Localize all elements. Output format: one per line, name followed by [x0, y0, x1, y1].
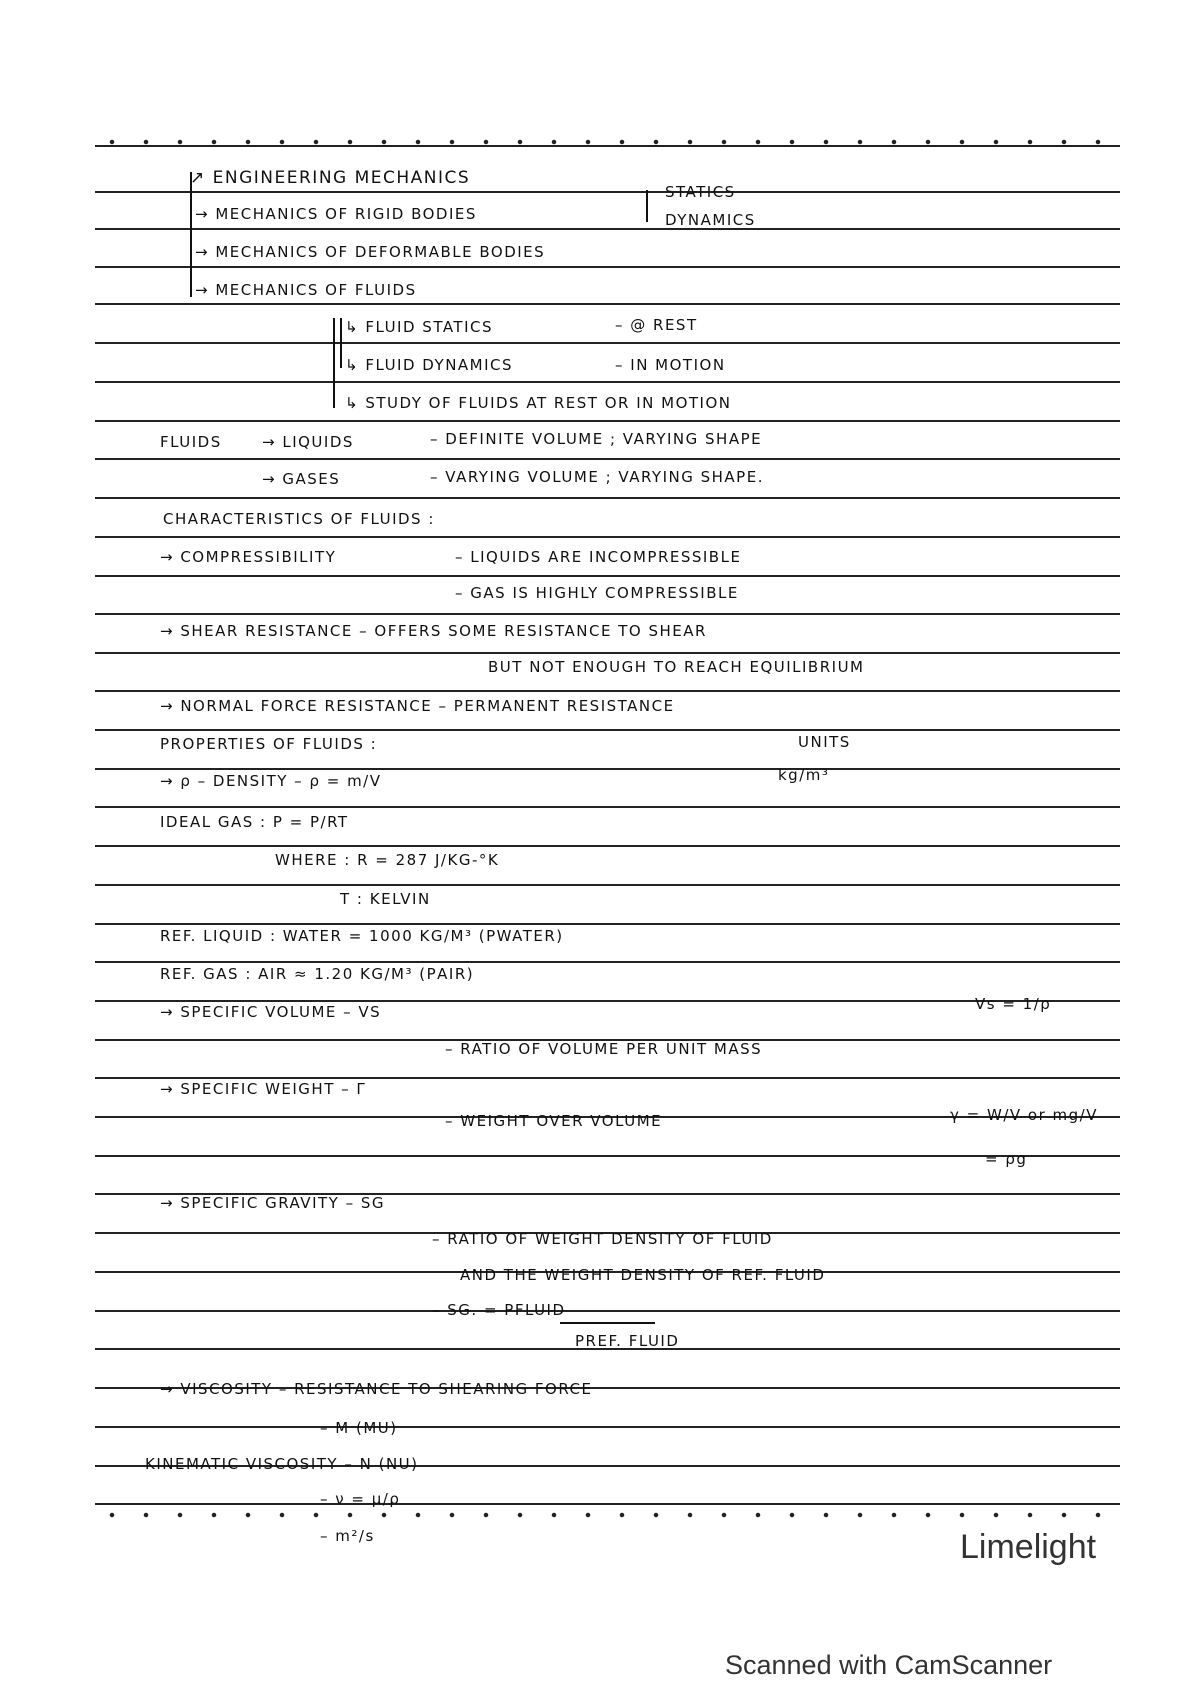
specific-gravity-desc-2: AND THE WEIGHT DENSITY OF REF. FLUID	[460, 1266, 826, 1284]
statics-item: STATICS	[665, 183, 736, 201]
density-line: → ρ – DENSITY – ρ = m/V	[160, 772, 382, 790]
normal-force-resistance: → NORMAL FORCE RESISTANCE – PERMANENT RESISTANCE	[160, 697, 675, 715]
specific-weight-line: → SPECIFIC WEIGHT – Γ	[160, 1080, 367, 1098]
ruled-line	[95, 923, 1120, 925]
ruled-line	[95, 228, 1120, 230]
limelight-brand: Limelight	[960, 1528, 1097, 1566]
kinematic-viscosity-line: KINEMATIC VISCOSITY – Ν (NU)	[145, 1455, 419, 1473]
ruled-line	[95, 458, 1120, 460]
study-of-fluids-item: ↳ STUDY OF FLUIDS AT REST OR IN MOTION	[345, 394, 732, 412]
tree-connector	[646, 190, 648, 222]
ruled-line	[95, 1503, 1120, 1505]
characteristics-heading: CHARACTERISTICS OF FLUIDS :	[163, 510, 435, 528]
specific-weight-description: – WEIGHT OVER VOLUME	[445, 1112, 663, 1130]
where-r-line: WHERE : R = 287 J/KG-°K	[275, 851, 500, 869]
dynamics-item: DYNAMICS	[665, 211, 756, 229]
specific-gravity-line: → SPECIFIC GRAVITY – SG	[160, 1194, 386, 1212]
liquids-label: → LIQUIDS	[262, 433, 354, 451]
fluid-dynamics-item: ↳ FLUID DYNAMICS	[345, 356, 514, 374]
ruled-line	[95, 1000, 1120, 1002]
compressibility-gas: – GAS IS HIGHLY COMPRESSIBLE	[455, 584, 739, 602]
shear-resistance-line: → SHEAR RESISTANCE – OFFERS SOME RESISTANCE TO SHEAR	[160, 622, 707, 640]
shear-resistance-continued: BUT NOT ENOUGH TO REACH EQUILIBRIUM	[488, 658, 865, 676]
ruled-line	[95, 1077, 1120, 1079]
ruled-line	[95, 303, 1120, 305]
ruled-line	[95, 266, 1120, 268]
specific-volume-line: → SPECIFIC VOLUME – VS	[160, 1003, 382, 1021]
ruled-line	[95, 884, 1120, 886]
ruled-line	[95, 1155, 1120, 1157]
ruled-line	[95, 961, 1120, 963]
tree-connector	[333, 318, 335, 408]
mu-line: – Μ (MU)	[320, 1419, 398, 1437]
in-motion-note: – IN MOTION	[615, 356, 726, 374]
compressibility-liquids: – LIQUIDS ARE INCOMPRESSIBLE	[455, 548, 742, 566]
deformable-bodies-item: → MECHANICS OF DEFORMABLE BODIES	[195, 243, 546, 261]
specific-volume-description: – RATIO OF VOLUME PER UNIT MASS	[445, 1040, 763, 1058]
nu-formula: – ν = μ/ρ	[320, 1490, 401, 1508]
bottom-dotted-border	[95, 1512, 1115, 1518]
ruled-line	[95, 497, 1120, 499]
ruled-line	[95, 652, 1120, 654]
ruled-line	[95, 845, 1120, 847]
ruled-line	[95, 420, 1120, 422]
ruled-line	[95, 381, 1120, 383]
fluids-label: FLUIDS	[160, 433, 222, 451]
tree-connector	[190, 172, 192, 297]
mechanics-of-fluids-item: → MECHANICS OF FLUIDS	[195, 281, 417, 299]
at-rest-note: – @ REST	[615, 316, 698, 334]
camscanner-watermark: Scanned with CamScanner	[725, 1650, 1053, 1680]
ruled-line	[95, 1426, 1120, 1428]
specific-weight-formula: γ = W/V or mg/V	[950, 1106, 1098, 1124]
ideal-gas-line: IDEAL GAS : Ρ = P/RT	[160, 813, 349, 831]
fluid-statics-item: ↳ FLUID STATICS	[345, 318, 493, 336]
specific-gravity-formula-denominator: ΡREF. FLUID	[575, 1332, 680, 1350]
rigid-bodies-item: → MECHANICS OF RIGID BODIES	[195, 205, 477, 223]
ruled-line	[95, 1310, 1120, 1312]
ruled-line	[95, 575, 1120, 577]
ruled-line	[95, 768, 1120, 770]
properties-heading: PROPERTIES OF FLUIDS :	[160, 735, 378, 753]
compressibility-label: → COMPRESSIBILITY	[160, 548, 337, 566]
gases-description: – VARYING VOLUME ; VARYING SHAPE.	[430, 468, 764, 486]
fraction-bar	[560, 1322, 655, 1324]
ruled-line	[95, 613, 1120, 615]
gases-label: → GASES	[262, 470, 341, 488]
density-unit: kg/m³	[778, 766, 830, 784]
tree-connector	[340, 318, 342, 368]
ruled-line	[95, 191, 1120, 193]
ruled-line	[95, 342, 1120, 344]
ruled-line	[95, 806, 1120, 808]
ruled-line	[95, 690, 1120, 692]
units-heading: UNITS	[798, 733, 851, 751]
ruled-line	[95, 536, 1120, 538]
where-t-line: T : KELVIN	[340, 890, 431, 908]
viscosity-line: → VISCOSITY – RESISTANCE TO SHEARING FORCE	[160, 1380, 593, 1398]
liquids-description: – DEFINITE VOLUME ; VARYING SHAPE	[430, 430, 763, 448]
specific-weight-formula-rho-g: = ρg	[985, 1150, 1028, 1168]
nu-unit: – m²/s	[320, 1527, 375, 1545]
ruled-line	[95, 145, 1120, 147]
specific-volume-formula: Vs = 1/ρ	[975, 995, 1052, 1013]
ruled-line	[95, 729, 1120, 731]
specific-gravity-formula-numerator: – SG. = ΡFLUID	[432, 1301, 566, 1319]
reference-liquid: REF. LIQUID : WATER = 1000 KG/M³ (ΡWATER)	[160, 927, 564, 945]
specific-gravity-desc-1: – RATIO OF WEIGHT DENSITY OF FLUID	[432, 1230, 773, 1248]
engineering-mechanics-heading: ↗ ENGINEERING MECHANICS	[190, 168, 471, 188]
reference-gas: REF. GAS : AIR ≈ 1.20 KG/M³ (ΡAIR)	[160, 965, 475, 983]
